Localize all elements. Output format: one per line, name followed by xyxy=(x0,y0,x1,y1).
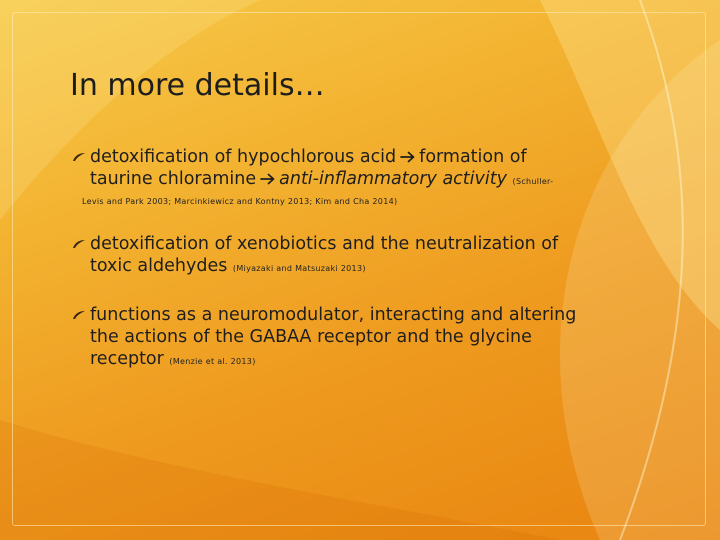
bullet-text-italic: anti-inflammatory activity xyxy=(279,169,507,189)
bullet-line xyxy=(90,348,672,373)
slide-title: In more details… xyxy=(70,68,325,103)
bullet-text: toxic aldehydes xyxy=(90,256,228,276)
bullet-line: the actions of the GABAA receptor and the glycine xyxy=(90,327,532,347)
bullet-text: formation of xyxy=(419,147,527,167)
citation: (Miyazaki and Matsuzaki 2013) xyxy=(232,264,366,273)
swoosh-bullet-icon xyxy=(72,239,86,249)
bullet-text: detoxification of hypochlorous acid xyxy=(90,147,397,167)
bullet-line xyxy=(90,146,672,168)
bullet-item-xenobiotics xyxy=(72,233,672,280)
citation: (Schuller- xyxy=(512,177,554,186)
bullet-item-neuromodulator xyxy=(72,304,672,373)
bullet-item-taurine-chloramine xyxy=(72,146,672,209)
bullet-text: taurine chloramine xyxy=(90,169,257,189)
bullet-line xyxy=(90,168,672,193)
citation: (Menzie et al. 2013) xyxy=(169,357,256,366)
bullet-line: functions as a neuromodulator, interacting and altering xyxy=(90,305,577,325)
arrow-right-icon xyxy=(400,151,415,163)
bullet-list xyxy=(72,146,672,373)
bullet-line xyxy=(90,255,672,280)
citation: Levis and Park 2003; Marcinkiewicz and Kontny 2013; Kim and Cha 2014) xyxy=(82,197,398,206)
swoosh-bullet-icon xyxy=(72,310,86,320)
bullet-text: receptor xyxy=(90,349,164,369)
swoosh-bullet-icon xyxy=(72,152,86,162)
bullet-line: detoxification of xenobiotics and the neutralization of xyxy=(90,234,559,254)
arrow-right-icon xyxy=(260,173,275,185)
